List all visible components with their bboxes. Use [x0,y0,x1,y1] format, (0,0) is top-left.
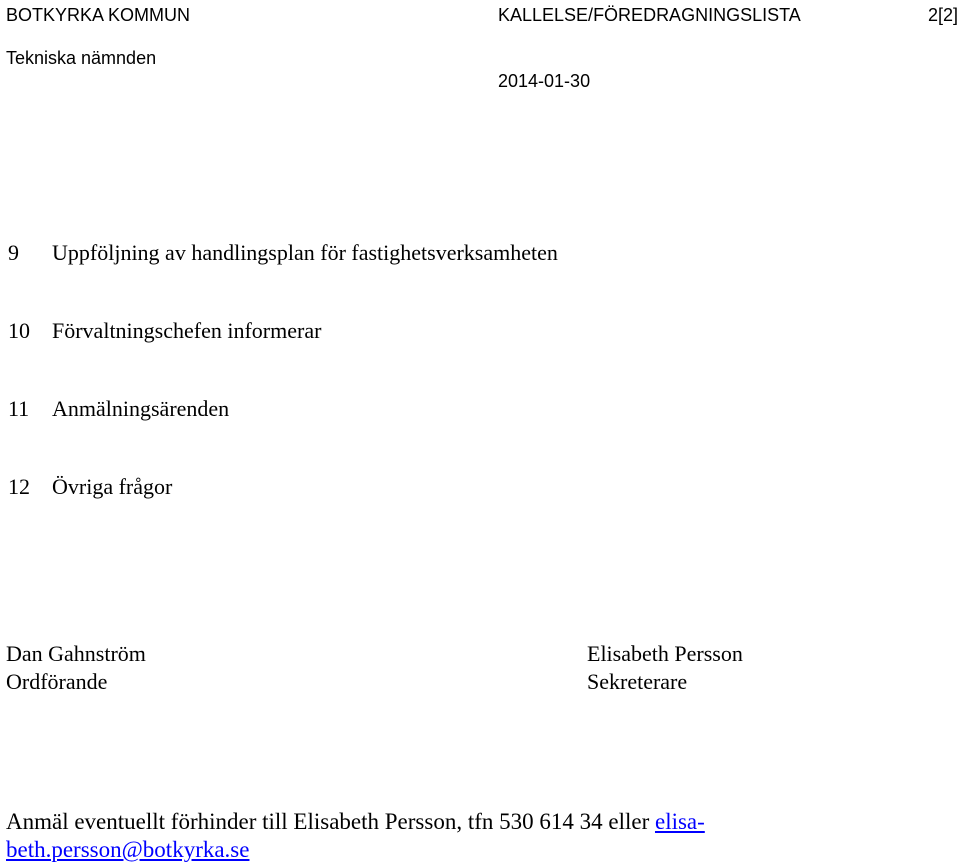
document-type: KALLELSE/FÖREDRAGNINGSLISTA [498,5,801,25]
agenda-item-number: 9 [8,240,19,265]
agenda-item-title: Anmälningsärenden [52,396,230,421]
agenda-item-number: 10 [8,318,30,343]
agenda-item [8,240,558,266]
secretary-role: Sekreterare [587,669,688,694]
page-number: 2[2] [927,5,958,25]
signature-chair [6,640,146,696]
agenda-item [8,474,172,500]
agenda-item-number: 11 [8,396,30,421]
notice-text: Anmäl eventuellt förhinder till Elisabeth Persson, tfn 530 614 34 eller [6,809,655,834]
organization-name: BOTKYRKA KOMMUN [6,5,191,25]
agenda-item [8,396,229,422]
signature-secretary [587,640,743,696]
agenda-item-number: 12 [8,474,30,499]
email-link-part-2: beth.persson@botkyrka.se [6,837,250,862]
document-date: 2014-01-30 [498,71,591,91]
agenda-item [8,318,321,344]
chair-name: Dan Gahnström [6,641,146,666]
absence-notice [6,808,806,864]
agenda-item-title: Förvaltningschefen informerar [52,318,322,343]
chair-role: Ordförande [6,669,108,694]
email-link-part-1: elisa- [654,809,705,834]
secretary-name: Elisabeth Persson [587,641,743,666]
agenda-item-title: Övriga frågor [52,474,173,499]
department-name: Tekniska nämnden [6,48,157,68]
agenda-item-title: Uppföljning av handlingsplan för fastighetsverksamheten [52,240,558,265]
